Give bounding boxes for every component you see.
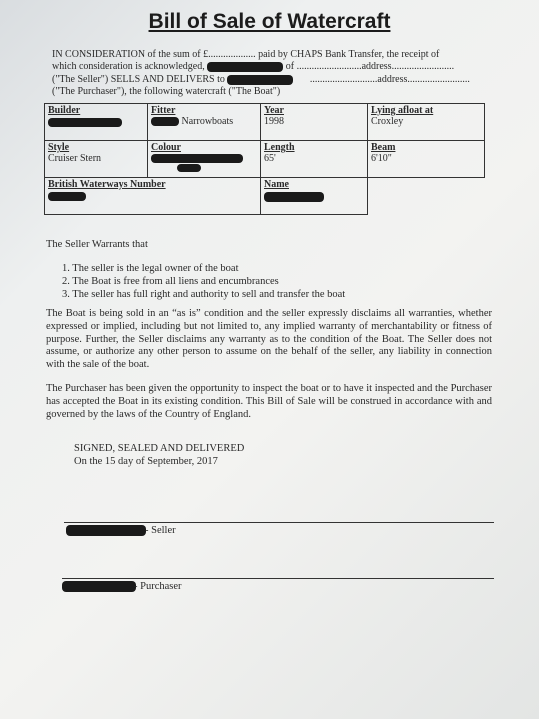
seller-address-blank: ..........................address......................... <box>296 61 455 73</box>
redacted-seller-name <box>207 62 283 72</box>
boat-details-table <box>44 103 485 215</box>
warranties-heading: The Seller Warrants that <box>46 239 148 250</box>
style-cell <box>45 141 148 178</box>
table-row <box>45 141 485 178</box>
redacted-purchaser-name <box>227 75 293 85</box>
redacted-purchaser-signature <box>62 581 136 592</box>
as-is-paragraph: The Boat is being sold in an “as is” condition and the seller expressly disclaims all warranties, whether expressed or implied, including but not limited to, any implied warranty of merchantability or fitness of purpose. Further, the Seller disclaims any warranty as to the condition of the Boat. The Seller does not assume, or authorize any other person to assume on the behalf of the seller, any liability in connection with the sale of the boat. <box>46 308 492 371</box>
intro-paragraph <box>52 49 492 99</box>
colour-label: Colour <box>151 142 181 153</box>
length-cell <box>261 141 368 178</box>
redacted-fitter <box>151 117 179 126</box>
fitter-cell <box>148 104 261 141</box>
year-label: Year <box>264 105 284 116</box>
length-label: Length <box>264 142 295 153</box>
intro-line1-text: IN CONSIDERATION of the sum of £ <box>52 49 209 60</box>
bw-number-cell <box>45 178 261 215</box>
warranties-list <box>62 262 345 301</box>
document-title: Bill of Sale of Watercraft <box>148 10 391 33</box>
redacted-bw-number <box>48 192 86 201</box>
redacted-colour-2 <box>177 164 201 172</box>
signed-line: SIGNED, SEALED AND DELIVERED <box>74 443 245 454</box>
lying-cell <box>368 104 485 141</box>
lying-afloat-label: Lying afloat at <box>371 105 434 116</box>
bw-number-label: British Waterways Number <box>48 179 166 190</box>
seller-label: - Seller <box>145 525 176 536</box>
list-item: 2. The Boat is free from all liens and encumbrances <box>62 276 279 287</box>
redacted-boat-name <box>264 192 324 202</box>
builder-label: Builder <box>48 105 81 116</box>
redacted-colour <box>151 154 243 163</box>
beam-cell <box>368 141 485 178</box>
empty-cell <box>368 178 485 215</box>
lying-afloat-value: Croxley <box>371 116 404 127</box>
intro-line-3 <box>52 74 492 86</box>
fitter-label: Fitter <box>151 105 176 116</box>
purchaser-address-blank: ...........................address......................... <box>309 73 470 85</box>
year-value: 1998 <box>264 116 284 127</box>
intro-line2-text: which consideration is acknowledged, <box>52 61 205 73</box>
table-row <box>45 178 485 215</box>
style-value: Cruiser Stern <box>48 153 102 164</box>
name-label: Name <box>264 179 289 190</box>
intro-line-2 <box>52 61 492 73</box>
list-item: 3. The seller has full right and authority to sell and transfer the boat <box>62 289 346 300</box>
intro-line3-text: ("The Seller") SELLS AND DELIVERS to <box>52 73 225 85</box>
intro-line1-rest: paid by CHAPS Bank Transfer, the receipt of <box>255 49 440 60</box>
intro-line-4: ("The Purchaser"), the following watercraft ("The Boat") <box>52 86 281 98</box>
signed-date: On the 15 day of September, 2017 <box>74 456 218 467</box>
builder-cell <box>45 104 148 141</box>
year-cell <box>261 104 368 141</box>
fitter-value: Narrowboats <box>181 116 234 127</box>
colour-cell <box>148 141 261 178</box>
table-row <box>45 104 485 141</box>
inspection-paragraph: The Purchaser has been given the opportunity to inspect the boat or to have it inspected and the Purchaser has accepted the Boat in its existing condition. This Bill of Sale will be construed in accordance with and governed by the laws of the Country of England. <box>46 383 492 420</box>
style-label: Style <box>48 142 70 153</box>
name-cell <box>261 178 368 215</box>
seller-signature-line <box>64 522 494 523</box>
beam-label: Beam <box>371 142 396 153</box>
intro-line2-of: of <box>285 61 297 73</box>
intro-line-1 <box>52 49 492 61</box>
redacted-seller-signature <box>66 525 146 536</box>
purchaser-label: - Purchaser <box>134 581 182 592</box>
length-value: 65' <box>264 153 276 164</box>
purchaser-signature-line <box>62 578 494 579</box>
signed-block <box>74 442 244 468</box>
redacted-builder <box>48 118 122 127</box>
beam-value: 6'10" <box>371 153 392 164</box>
list-item: 1. The seller is the legal owner of the boat <box>62 263 239 274</box>
amount-blank: ................... <box>208 49 256 60</box>
